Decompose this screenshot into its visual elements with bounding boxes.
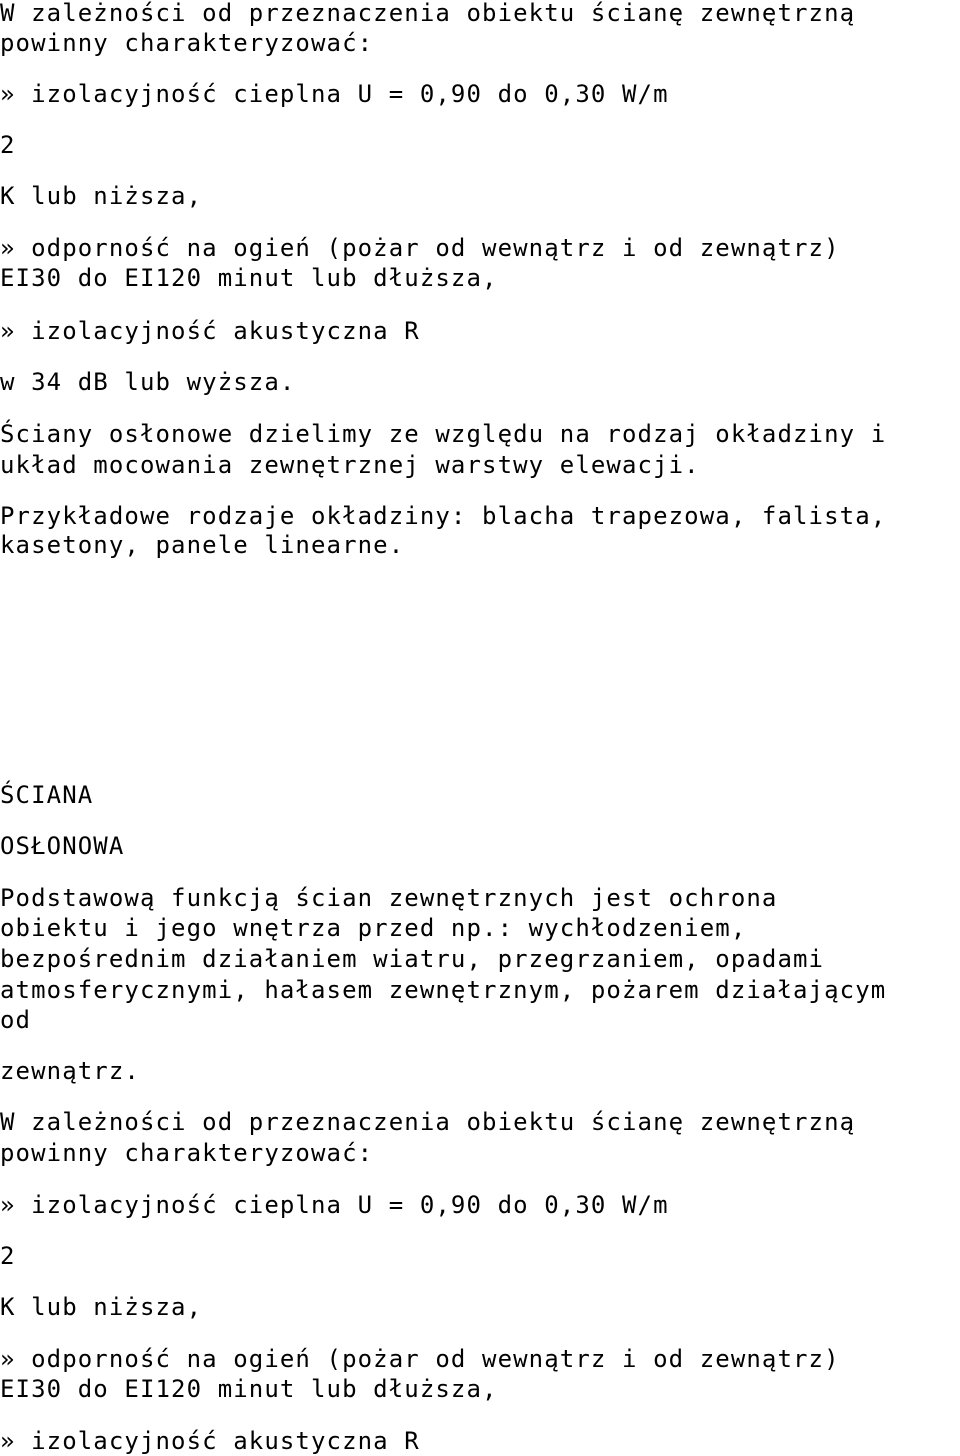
text-line: bezpośrednim działaniem wiatru, przegrzaniem, opadami	[0, 945, 825, 973]
text-line: układ mocowania zewnętrznej warstwy elewacji.	[0, 451, 700, 479]
text-line: W zależności od przeznaczenia obiektu ścianę zewnętrzną	[0, 1108, 856, 1136]
text-line: K lub niższa,	[0, 1293, 203, 1321]
text-line: powinny charakteryzować:	[0, 29, 374, 57]
text-line: zewnątrz.	[0, 1057, 140, 1085]
text-line: 2	[0, 131, 16, 159]
text-line: » izolacyjność cieplna U = 0,90 do 0,30 W/m	[0, 80, 669, 108]
text-line: powinny charakteryzować:	[0, 1139, 374, 1167]
text-line: kasetony, panele linearne.	[0, 531, 405, 559]
text-line: od	[0, 1006, 32, 1034]
text-line: atmosferycznymi, hałasem zewnętrznym, pożarem działającym	[0, 976, 887, 1004]
section-heading: OSŁONOWA	[0, 832, 125, 860]
text-line: W zależności od przeznaczenia obiektu ścianę zewnętrzną	[0, 0, 856, 27]
text-line: K lub niższa,	[0, 182, 203, 210]
section-heading: ŚCIANA	[0, 781, 94, 809]
text-line: w 34 dB lub wyższa.	[0, 368, 296, 396]
text-line: » izolacyjność akustyczna R	[0, 1427, 420, 1455]
text-line: Podstawową funkcją ścian zewnętrznych jest ochrona	[0, 884, 778, 912]
text-line: Ściany osłonowe dzielimy ze względu na rodzaj okładziny i	[0, 420, 887, 448]
text-line: » izolacyjność cieplna U = 0,90 do 0,30 W/m	[0, 1191, 669, 1219]
text-line: Przykładowe rodzaje okładziny: blacha trapezowa, falista,	[0, 502, 887, 530]
text-line: EI30 do EI120 minut lub dłuższa,	[0, 1375, 498, 1403]
text-line: » odporność na ogień (pożar od wewnątrz i od zewnątrz)	[0, 1345, 840, 1373]
text-line: obiektu i jego wnętrza przed np.: wychłodzeniem,	[0, 914, 747, 942]
text-line: EI30 do EI120 minut lub dłuższa,	[0, 264, 498, 292]
text-line: » odporność na ogień (pożar od wewnątrz i od zewnątrz)	[0, 234, 840, 262]
text-line: » izolacyjność akustyczna R	[0, 317, 420, 345]
text-line: 2	[0, 1242, 16, 1270]
